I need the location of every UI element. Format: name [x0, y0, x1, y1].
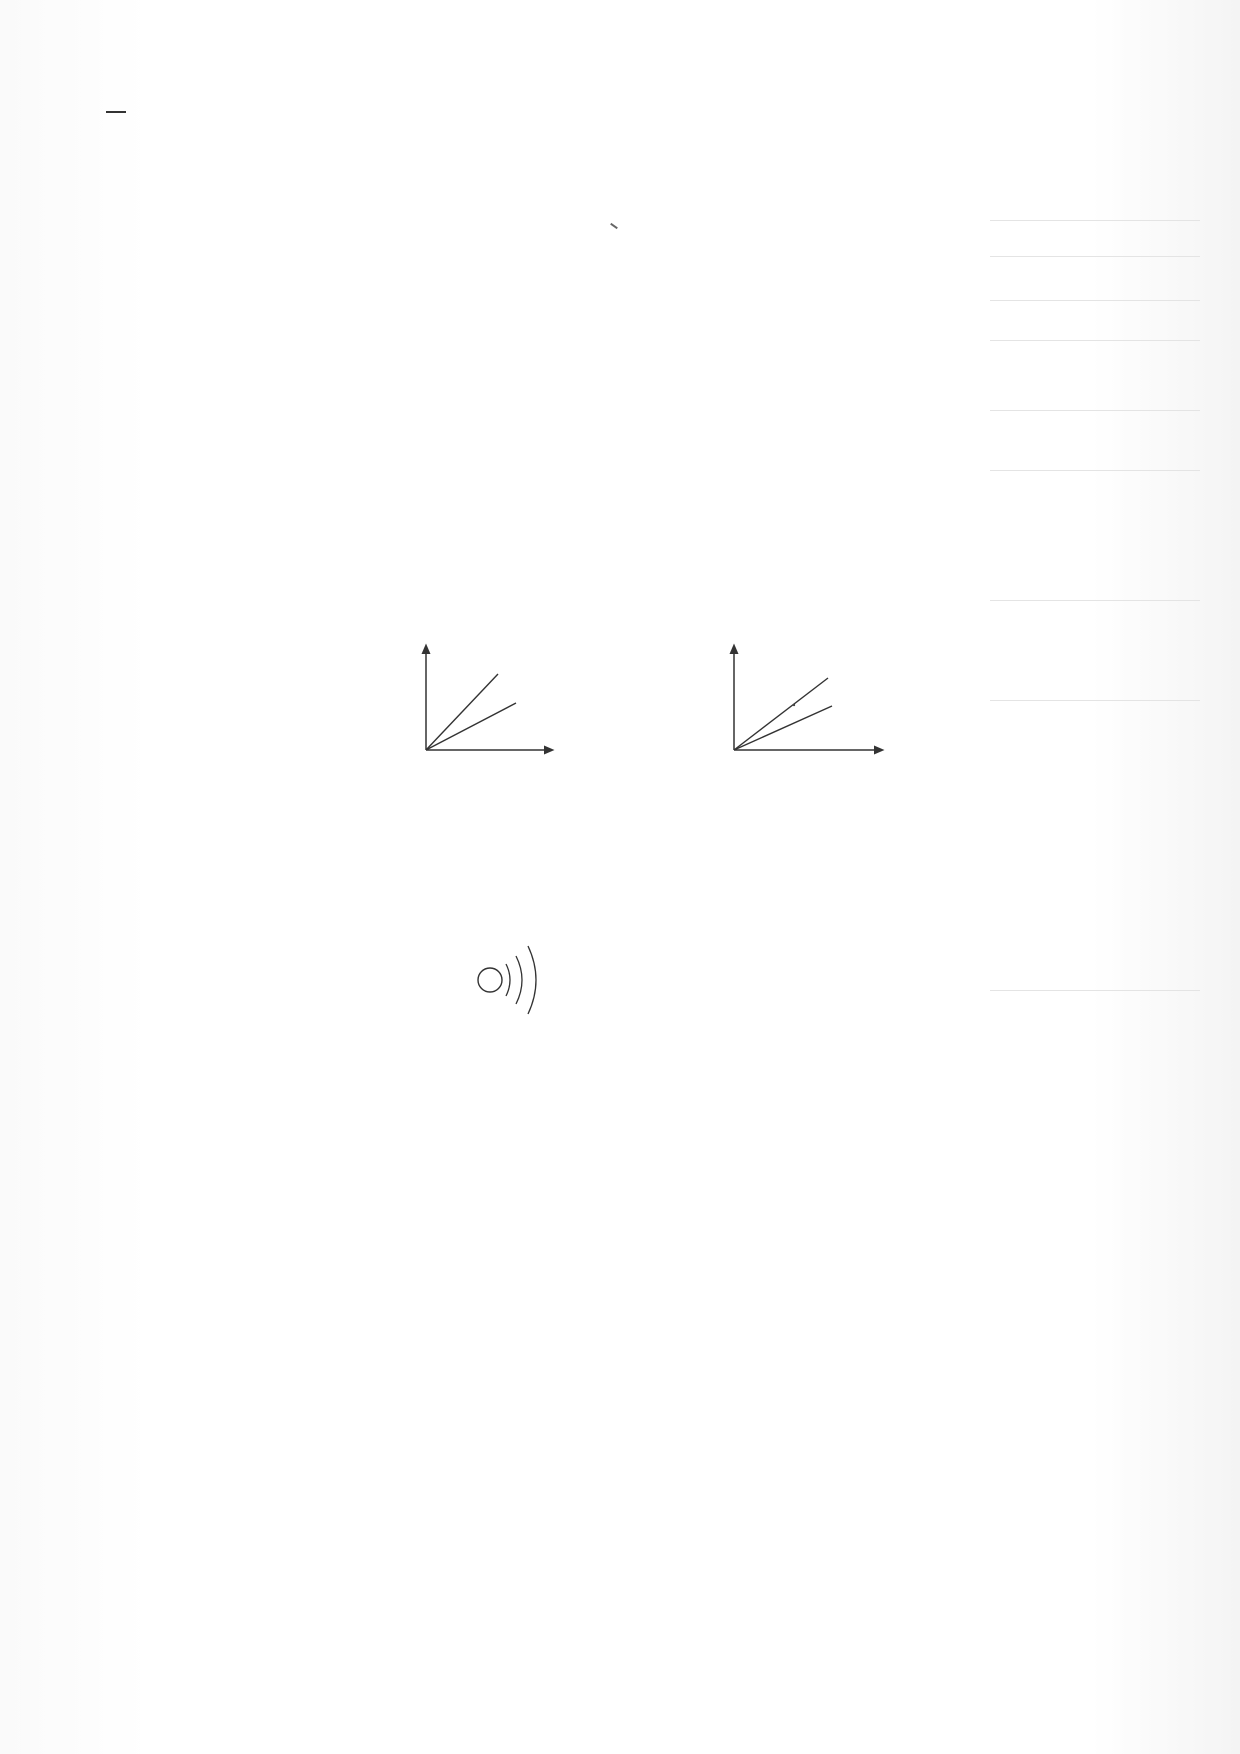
- ink-mark: [610, 223, 618, 229]
- atom-structure-diagram: [476, 940, 554, 1020]
- graph-a-line-jia: [426, 674, 498, 750]
- bleed-line: [990, 300, 1200, 301]
- bleed-line: [990, 220, 1200, 221]
- bleed-line: [990, 256, 1200, 257]
- electron-shell-2: [516, 956, 522, 1004]
- graph-a: [426, 648, 550, 750]
- bleed-line: [990, 410, 1200, 411]
- bleed-line: [990, 340, 1200, 341]
- ink-dot: [793, 704, 795, 706]
- bleed-line: [990, 470, 1200, 471]
- corner-dash: [106, 111, 126, 113]
- graph-b: [734, 648, 880, 750]
- electron-shell-1: [506, 964, 510, 996]
- graph-a-line-yi: [426, 703, 516, 750]
- nucleus-circle: [478, 968, 502, 992]
- bleed-line: [990, 700, 1200, 701]
- electron-shell-3: [528, 946, 536, 1014]
- figure-7: [400, 640, 900, 765]
- bleed-line: [990, 600, 1200, 601]
- bleed-line: [990, 990, 1200, 991]
